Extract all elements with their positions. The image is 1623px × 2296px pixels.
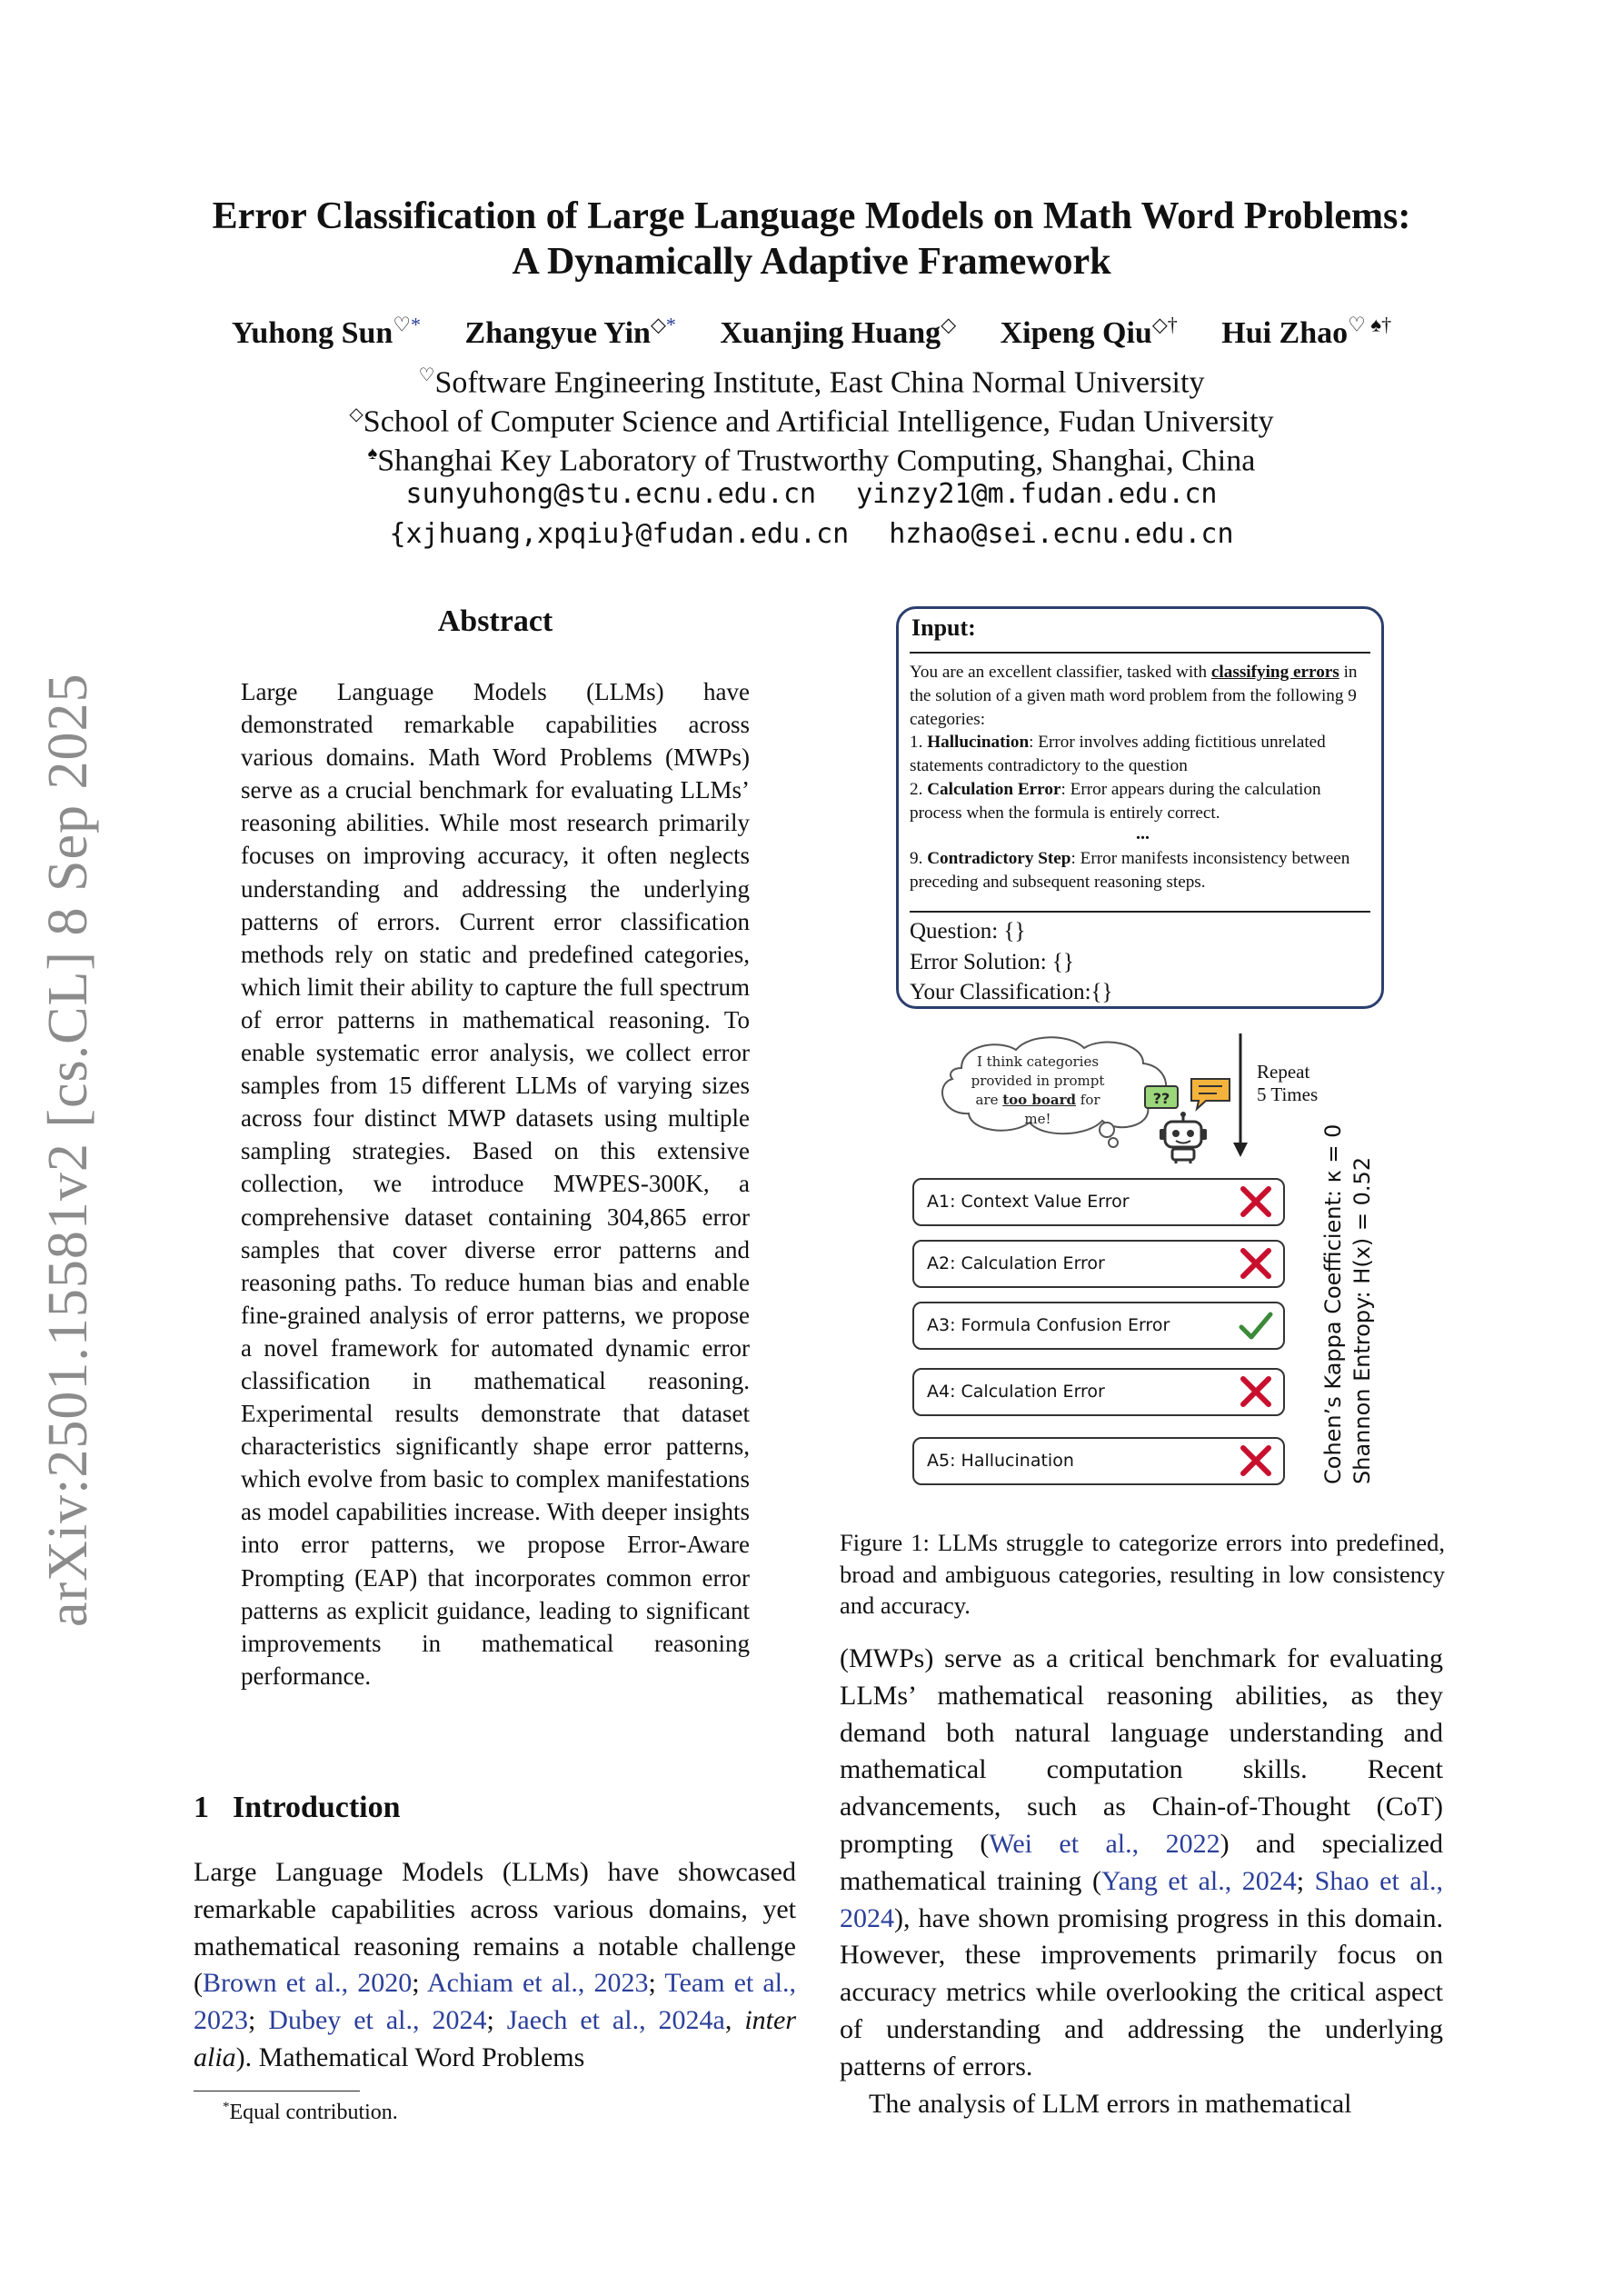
divider — [910, 911, 1370, 913]
citation-link[interactable]: Dubey et al., 2024 — [268, 2005, 487, 2036]
robot-icon — [1156, 1111, 1210, 1165]
citation-link[interactable]: Yang et al., 2024 — [1100, 1865, 1297, 1896]
prompt-input-box — [896, 606, 1384, 1009]
author-list — [0, 314, 1623, 351]
abstract-heading: Abstract — [437, 604, 553, 638]
affiliation: ♡Software Engineering Institute, East China Normal University — [418, 365, 1205, 400]
affiliation: ◇School of Computer Science and Artificial Intelligence, Fudan University — [349, 404, 1274, 439]
paper-title-line-2: A Dynamically Adaptive Framework — [512, 241, 1111, 283]
arxiv-stamp: arXiv:2501.15581v2 [cs.CL] 8 Sep 2025 — [37, 673, 99, 1627]
author: Xipeng Qiu◇† — [1000, 314, 1178, 351]
cross-icon — [1238, 1442, 1274, 1479]
author: Zhangyue Yin◇* — [464, 314, 676, 351]
footnote: *Equal contribution. — [223, 2100, 398, 2124]
email[interactable]: yinzy21@m.fudan.edu.cn — [856, 478, 1218, 510]
check-icon — [1238, 1307, 1274, 1343]
email-line — [0, 474, 1623, 514]
speech-bubble-icon — [1188, 1075, 1233, 1112]
answer-row: A4: Calculation Error — [912, 1368, 1285, 1416]
prompt-text: You are an excellent classifier, tasked with classifying errors in the solution of a given math word problem from the following 9 categories: 1. Hallucination: Error involves adding fictitious unrelated statements contradictory to the question 2. Calculation Error: Error appears during the calculation process when the formula is entirely correct. — [910, 663, 1358, 823]
down-arrow-icon — [1231, 1032, 1250, 1159]
answer-row: A2: Calculation Error — [912, 1240, 1285, 1288]
cross-icon — [1238, 1183, 1274, 1220]
answer-row: A3: Formula Confusion Error — [912, 1302, 1285, 1350]
cross-icon — [1238, 1245, 1274, 1282]
author: Yuhong Sun♡* — [231, 314, 422, 351]
prompt-slots: Question: {} Error Solution: {} Your Classification:{} — [910, 919, 1113, 1004]
abstract-text: Large Language Models (LLMs) have demonstrated remarkable capabilities across various domains. Math Word Problems (MWPs) serve as a crucial benchmark for evaluating LLMs’ reasoning abilities. While most research primarily focuses on improving accuracy, it often neglects understanding and addressing the underlying patterns of errors. Current error classification methods rely on static and predefined categories, which limit their ability to capture the full spectrum of error patterns in mathematical reasoning. To enable systematic error analysis, we collect error samples from 15 different LLMs of varying sizes across four distinct MWP datasets using multiple sampling strategies. Based on this extensive collection, we introduce MWPES-300K, a comprehensive dataset containing 304,865 error samples that cover diverse error patterns and reasoning paths. To reduce human bias and enable fine-grained analysis of error patterns, we propose a novel framework for automated dynamic error classification in mathematical reasoning. Experimental results demonstrate that dataset characteristics significantly shape error patterns, which evolve from basic to complex manifestations as model capabilities increase. With deeper insights into error patterns, we propose Error-Aware Prompting (EAP) that incorporates common error patterns as explicit guidance, leading to significant improvements in mathematical reasoning performance. — [241, 678, 750, 1690]
repeat-label: Repeat 5 Times — [1257, 1061, 1319, 1105]
answer-row: A1: Context Value Error — [912, 1178, 1285, 1226]
figure-caption: Figure 1: LLMs struggle to categorize errors into predefined, broad and ambiguous categories, resulting in low consistency and accuracy. — [840, 1529, 1445, 1619]
entropy-label: Shannon Entropy: H(x) = 0.52 — [1349, 1156, 1375, 1484]
answer-row: A5: Hallucination — [912, 1437, 1285, 1485]
citation-link[interactable]: Brown et al., 2020 — [203, 1968, 413, 1999]
ellipsis: ... — [1136, 824, 1150, 844]
kappa-label: Cohen’s Kappa Coefficient: κ = 0 — [1320, 1123, 1346, 1484]
prompt-text: 9. Contradictory Step: Error manifests inconsistency between preceding and subsequent reasoning steps. — [910, 849, 1350, 892]
divider — [910, 652, 1370, 654]
intro-paragraph: Large Language Models (LLMs) have showcased remarkable capabilities across various domains, yet mathematical reasoning remains a notable challenge (Brown et al., 2020; Achiam et al., 2023; Team et al., 2023; Dubey et al., 2024; Jaech et al., 2024a, inter alia). Mathematical Word Problems — [194, 1857, 796, 2072]
body-paragraph: (MWPs) serve as a critical benchmark for evaluating LLMs’ mathematical reasoning abilities, as they demand both natural language understanding and mathematical computation skills. Recent advancements, such as Chain-of-Thought (CoT) prompting (Wei et al., 2022) and specialized mathematical training (Yang et al., 2024; Shao et al., 2024), have shown promising progress in this domain. However, these improvements primarily focus on accuracy metrics while overlooking the critical aspect of understanding and addressing the underlying patterns of errors. The analysis of LLM errors in mathematical — [840, 1643, 1443, 2119]
question-note-icon — [1143, 1084, 1180, 1112]
email[interactable]: hzhao@sei.ecnu.edu.cn — [889, 518, 1234, 550]
svg-text:??: ?? — [1152, 1090, 1170, 1107]
thought-text: I think categories provided in prompt are too board for me! — [971, 1053, 1105, 1127]
citation-link[interactable]: Jaech et al., 2024a — [506, 2005, 725, 2036]
citation-link[interactable]: Wei et al., 2022 — [989, 1828, 1220, 1859]
email[interactable]: {xjhuang,xpqiu}@fudan.edu.cn — [389, 518, 850, 550]
citation-link[interactable]: Team et al., 2023 — [194, 1968, 796, 2036]
input-label: Input: — [911, 614, 976, 641]
citation-link[interactable]: Achiam et al., 2023 — [426, 1968, 649, 1999]
paper-title-line-1: Error Classification of Large Language Models on Math Word Problems: — [212, 195, 1411, 237]
cross-icon — [1238, 1373, 1274, 1410]
email[interactable]: sunyuhong@stu.ecnu.edu.cn — [405, 478, 817, 510]
author: Xuanjing Huang◇ — [720, 314, 957, 351]
affiliation: ♠Shanghai Key Laboratory of Trustworthy Computing, Shanghai, China — [367, 444, 1256, 478]
citation-link[interactable]: Shao et al., 2024 — [840, 1865, 1443, 1933]
section-heading: 1 Introduction — [194, 1791, 401, 1824]
author: Hui Zhao♡ ♠† — [1221, 314, 1392, 351]
email-line — [0, 514, 1623, 554]
